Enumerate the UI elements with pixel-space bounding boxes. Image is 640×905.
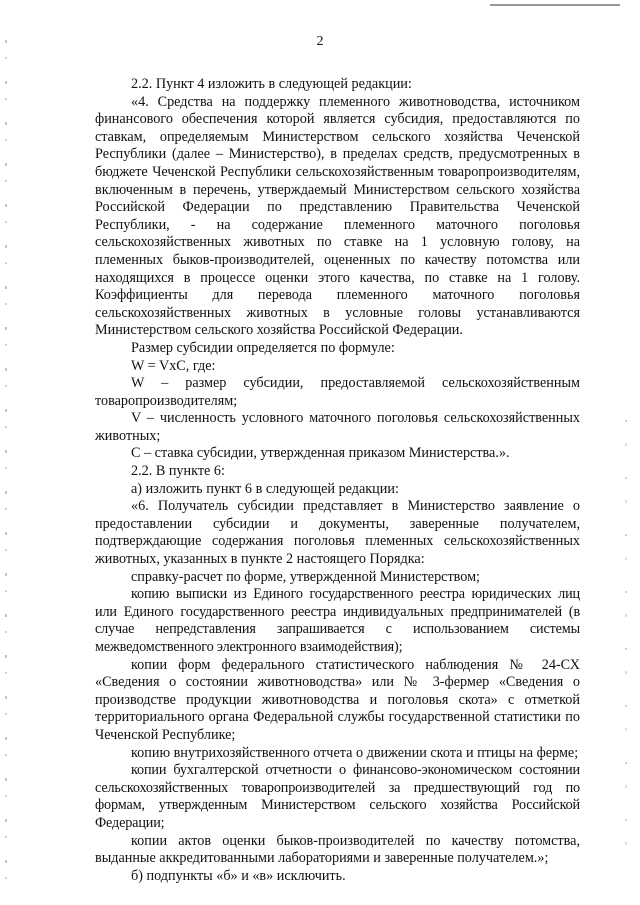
paragraph-formula-intro: Размер субсидии определяется по формуле: xyxy=(131,339,395,356)
paragraph-item-6: «6. Получатель субсидии представляет в Министерство заявление о предоставлении субсидии и документы, заверенные получателем, подтверждающие содержания поголовья племенных сельскохозяйственных животных, указанных в пункте 2 настоящего Порядка: xyxy=(95,498,580,568)
scan-top-line xyxy=(490,4,620,6)
list-item-registry-extract: копию выписки из Единого государственного реестра юридических лиц или Единого государственного реестра индивидуальных предпринимателей (в случае непредставления запрашивается с использованием системы межведомственного электронного взаимодействия); xyxy=(95,586,580,655)
paragraph-2-2-heading: 2.2. Пункт 4 изложить в следующей редакции: xyxy=(131,76,412,92)
paragraph-2-2-item-6: 2.2. В пункте 6: xyxy=(131,463,225,480)
page-number: 2 xyxy=(316,34,324,49)
list-item-farm-report: копию внутрихозяйственного отчета о движении скота и птицы на ферме; xyxy=(131,744,579,761)
scan-right-edge-marks xyxy=(625,420,627,860)
scan-left-edge-marks xyxy=(5,40,7,880)
paragraph-formula-w: W – размер субсидии, предоставляемой сельскохозяйственным товаропроизводителям; xyxy=(95,375,580,409)
paragraph-subitem-a: а) изложить пункт 6 в следующей редакции: xyxy=(131,480,399,497)
paragraph-formula-c: С – ставка субсидии, утвержденная приказом Министерства.». xyxy=(131,445,510,462)
list-item-bull-assessment: копии актов оценки быков-производителей по качеству потомства, выданные аккредитованными лабораториями и заверенные получателем.»; xyxy=(95,832,580,867)
list-item-statistics-forms: копии форм федерального статистического наблюдения № 24-СХ «Сведения о состоянии животноводства» или № 3-фермер «Сведения о производстве продукции животноводства и поголовья скота» с отметкой территориального органа Федеральной службы государственной статистики по Чеченской Республике; xyxy=(95,656,580,743)
paragraph-item-4: «4. Средства на поддержку племенного животноводства, источником финансового обеспечения которой является субсидия, предоставляются по ставкам, определяемым Министерством сельского хозяйства Чеченской Республики (далее – Министерство), в пределах средств, предусмотренных в бюджете Чеченской Республики сельскохозяйственным товаропроизводителям, включенным в перечень, утверждаемый Министерством сельского хозяйства Российской Федерации по представлению Правительства Чеченской Республики, - на содержание племенного маточного поголовья сельскохозяйственных животных по ставке на 1 условную голову, на племенных быков-производителей, оцененных по качеству потомства или находящихся в процессе оценки этого качества, по ставке на 1 голову. Коэффициенты для перевода племенного маточного поголовья сельскохозяйственных животных в условные головы устанавливаются Министерством сельского хозяйства Российской Федерации. xyxy=(95,93,580,339)
document-body xyxy=(95,76,580,885)
paragraph-subitem-b: б) подпункты «б» и «в» исключить. xyxy=(131,867,346,884)
paragraph-formula: W = VxC, где: xyxy=(131,357,216,374)
list-item-calculation: справку-расчет по форме, утвержденной Министерством; xyxy=(131,568,480,585)
paragraph-formula-v: V – численность условного маточного поголовья сельскохозяйственных животных; xyxy=(95,410,580,444)
list-item-accounting: копии бухгалтерской отчетности о финансово-экономическом состоянии сельскохозяйственных товаропроизводителей за предшествующий год по формам, утвержденным Министерством сельского хозяйства Российской Федерации; xyxy=(95,762,580,831)
